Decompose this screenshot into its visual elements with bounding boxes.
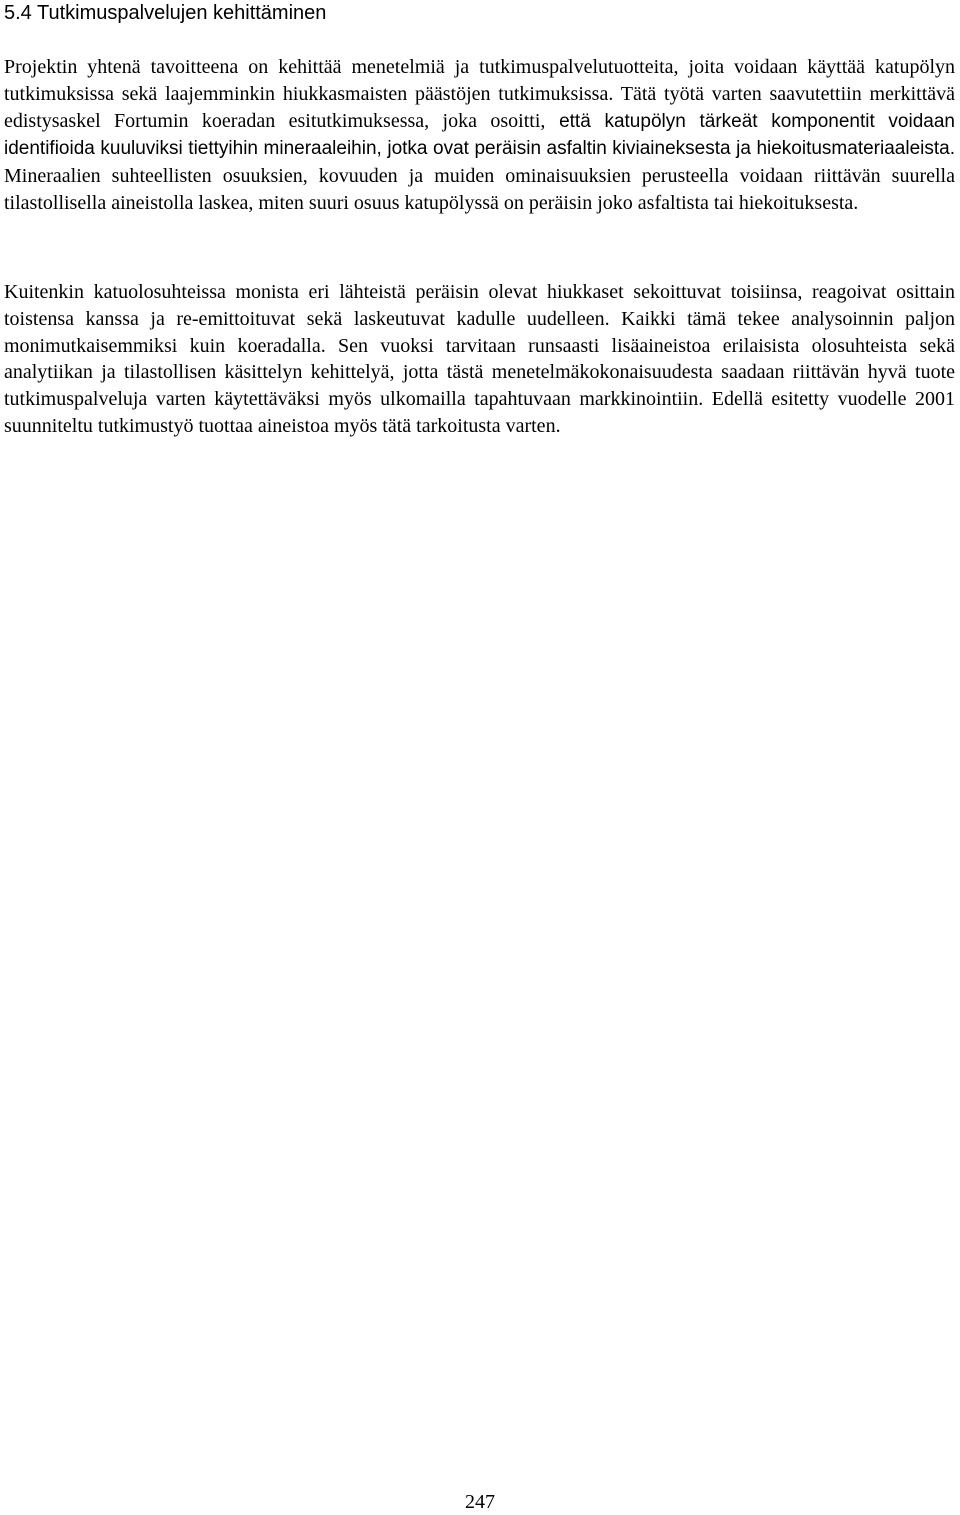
body-paragraph-2: Kuitenkin katuolosuhteissa monista eri lähteistä peräisin olevat hiukkaset sekoittuvat toisiinsa, reagoivat osittain toistensa kanssa ja re-emittoituvat sekä laskeutuvat kadulle uudelleen. Kaikki tämä tekee analysoinnin paljon monimutkaisemmiksi kuin koeradalla. Sen vuoksi tarvitaan runsaasti lisäaineistoa erilaisista olosuhteista sekä analytiikan ja tilastollisen käsittelyn kehittelyä, jotta tästä menetelmäkokonaisuudesta saadaan riittävän hyvä tuote tutkimuspalveluja varten käytettäväksi myös ulkomailla tapahtuvaan markkinointiin. Edellä esitetty vuodelle 2001 suunniteltu tutkimustyö tuottaa aineistoa myös tätä tarkoitusta varten. (4, 281, 955, 437)
paragraph-1-segment-2: Tätä työtä varten saavutettiin merkittävä edistysaskel Fortumin koeradan esitutkimuksessa, joka osoitti, (4, 82, 956, 132)
paragraph-1-segment-4: Mineraalien suhteellisten osuuksien, kovuuden ja muiden ominaisuuksien perusteella voidaan riittävän suurella tilastollisella aineistolla laskea, miten suuri osuus katupölyssä on peräisin joko asfaltista tai hiekoituksesta. (4, 165, 955, 214)
body-paragraph-1 (4, 54, 955, 217)
page-number: 247 (465, 1491, 495, 1513)
paragraph-1-segment-3: että katupölyn tärkeät komponentit voidaan identifioida kuuluviksi tiettyihin mineraaleihin, jotka ovat peräisin asfaltin kiviaineksesta ja hiekoitusmateriaaleista. (4, 110, 955, 160)
section-heading: 5.4 Tutkimuspalvelujen kehittäminen (4, 2, 327, 24)
paragraph-1-segment-1: Projektin yhtenä tavoitteena on kehittää menetelmiä ja tutkimuspalvelutuotteita, joita voidaan käyttää katupölyn tutkimuksissa sekä laajemminkin hiukkasmaisten päästöjen tutkimuksissa. (4, 56, 955, 105)
